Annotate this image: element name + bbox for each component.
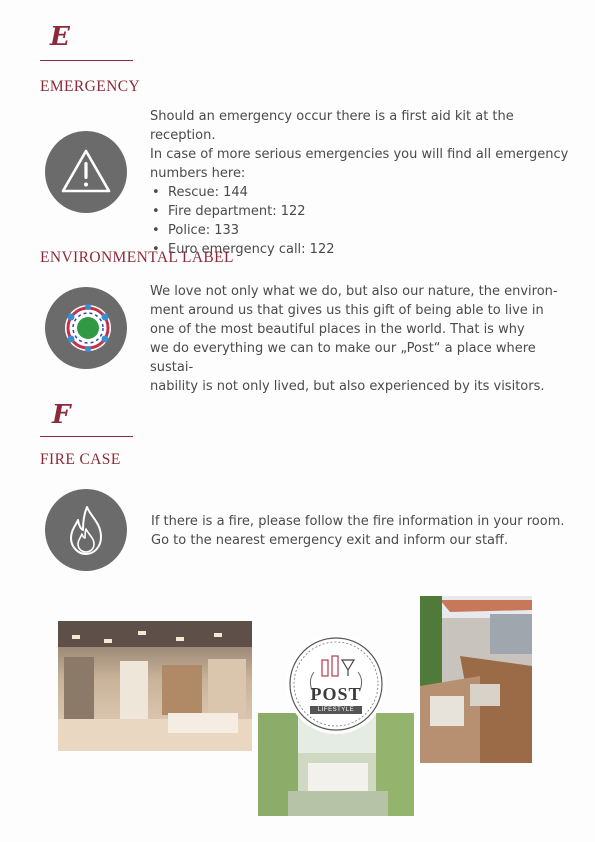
fire-paragraph: If there is a fire, please follow the fire information in your room. Go to the nearest emergency exit and inform our staff. <box>151 514 565 548</box>
list-item: • Rescue: 144 <box>150 183 570 202</box>
list-item: • Euro emergency call: 122 <box>150 240 570 259</box>
list-item: • Police: 133 <box>150 221 570 240</box>
fire-case-heading: FIRE CASE <box>40 451 121 468</box>
section-letter-f: F <box>52 400 71 430</box>
section-letter-e: E <box>50 22 70 52</box>
section-e-rule <box>40 60 133 61</box>
eco-label-icon <box>45 287 127 369</box>
environmental-paragraph: We love not only what we do, but also our nature, the environ- ment around us that gives us this gift of being able to live in one of the most beautiful places in the world. That is why we do everything we can to make our „Post“ a place where sustai- nability is not only lived, but also experienced by its visitors. <box>150 284 558 394</box>
restaurant-interior-photo <box>58 621 252 751</box>
warning-triangle-icon <box>45 131 127 213</box>
logo-tagline: LIFESTYLE <box>310 706 362 714</box>
emergency-paragraph: Should an emergency occur there is a first aid kit at the reception. In case of more serious emergencies you will find all emergency numbers here: <box>150 109 569 181</box>
environmental-text <box>150 282 570 396</box>
fire-text <box>151 512 571 550</box>
environmental-heading: ENVIRONMENTAL LABEL <box>40 249 234 266</box>
terrace-photo <box>420 596 532 763</box>
flame-icon <box>45 489 127 571</box>
list-item: • Fire department: 122 <box>150 202 570 221</box>
emergency-number-list <box>150 183 570 259</box>
logo-name: POST <box>310 684 362 704</box>
section-f-rule <box>40 436 133 437</box>
post-lifestyle-logo <box>288 636 384 732</box>
emergency-text <box>150 107 570 259</box>
emergency-heading: EMERGENCY <box>40 78 141 95</box>
